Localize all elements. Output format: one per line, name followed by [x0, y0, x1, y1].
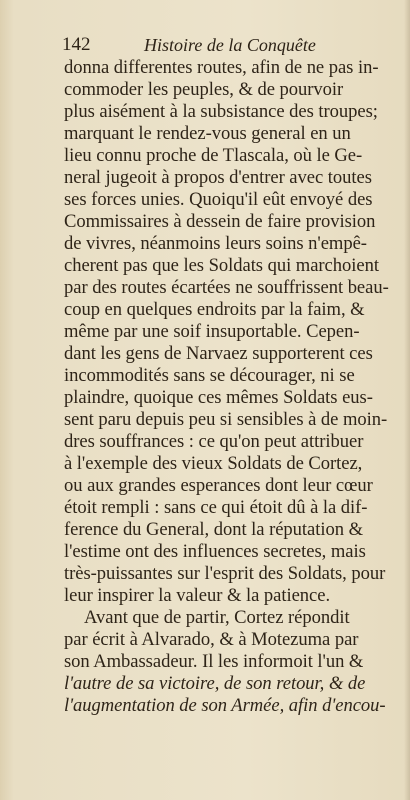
text-line: coup en quelques endroits par la faim, &	[64, 299, 365, 320]
text-line: même par une soif insuportable. Cepen-	[64, 321, 360, 342]
text-line: commoder les peuples, & de pourvoir	[64, 79, 344, 100]
text-line: par des routes écartées ne souffrissent beau-	[64, 277, 389, 298]
text-line: lieu connu proche de Tlascala, où le Ge-	[64, 145, 363, 166]
text-line: donna differentes routes, afin de ne pas in-	[64, 57, 379, 78]
text-line: Commissaires à dessein de faire provision	[64, 211, 376, 232]
text-line: son Ambassadeur. Il les informoit l'un &	[64, 651, 364, 672]
text-line: l'estime ont des influences secretes, mais	[64, 541, 366, 562]
text-line: l'augmentation de son Armée, afin d'encou-	[64, 695, 386, 716]
body-text	[64, 57, 404, 717]
text-line: par écrit à Alvarado, & à Motezuma par	[64, 629, 359, 650]
text-line: marquant le rendez-vous general en un	[64, 123, 351, 144]
text-line: à l'exemple des vieux Soldats de Cortez,	[64, 453, 363, 474]
text-line: plaindre, quoique ces mêmes Soldats eus-	[64, 387, 373, 408]
text-line: dres souffrances : ce qu'on peut attribuer	[64, 431, 364, 452]
text-line: étoit rempli : sans ce qui étoit dû à la dif-	[64, 497, 368, 518]
page-edge-shadow	[404, 0, 410, 800]
text-line: leur inspirer la valeur & la patience.	[64, 585, 331, 606]
text-line: ference du General, dont la réputation &	[64, 519, 363, 540]
running-title: Histoire de la Conquête	[144, 35, 316, 55]
page-header	[62, 32, 402, 58]
page-number: 142	[62, 34, 91, 55]
text-line: incommodités sans se décourager, ni se	[64, 365, 355, 386]
text-line: neral jugeoit à propos d'entrer avec toutes	[64, 167, 372, 188]
text-line: de vivres, néanmoins leurs soins n'empê-	[64, 233, 367, 254]
text-line: Avant que de partir, Cortez répondit	[84, 607, 350, 628]
text-line: l'autre de sa victoire, de son retour, & de	[64, 673, 366, 694]
text-line: cherent pas que les Soldats qui marchoient	[64, 255, 379, 276]
text-line: ou aux grandes esperances dont leur cœur	[64, 475, 373, 496]
text-line: dant les gens de Narvaez supporterent ces	[64, 343, 373, 364]
text-line: très-puissantes sur l'esprit des Soldats, pour	[64, 563, 386, 584]
text-line: plus aisément à la subsistance des troupes;	[64, 101, 378, 122]
text-line: sent paru depuis peu si sensibles à de moin-	[64, 409, 388, 430]
text-line: ses forces unies. Quoiqu'il eût envoyé des	[64, 189, 373, 210]
